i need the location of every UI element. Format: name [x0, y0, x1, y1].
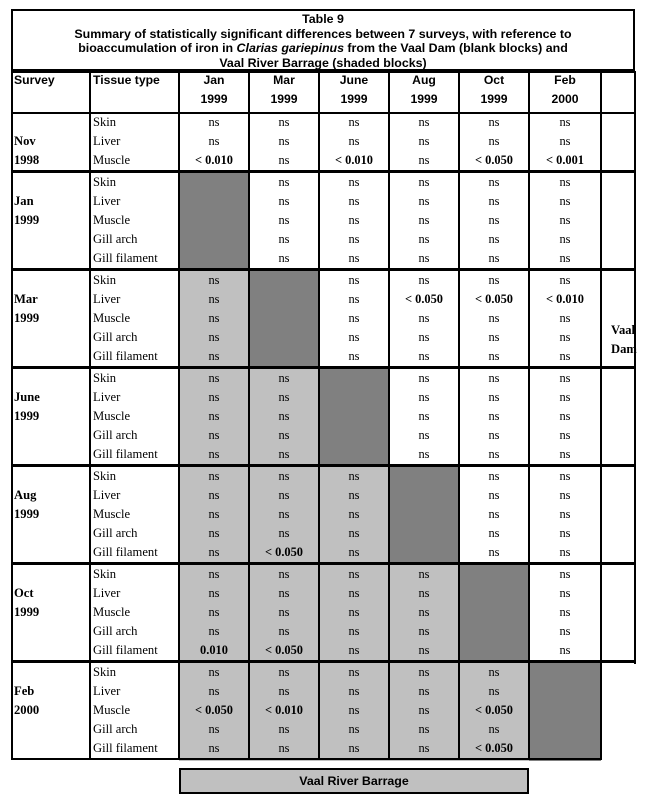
value-cell: < 0.050	[474, 703, 514, 717]
value-cell: ns	[278, 526, 290, 540]
value-cell: < 0.010	[264, 703, 304, 717]
value-cell	[459, 603, 529, 622]
tissue-label: Liver	[93, 684, 121, 698]
grid-line	[11, 366, 636, 369]
value-cell: ns	[348, 567, 360, 581]
value-cell	[529, 682, 601, 701]
value-cell: ns	[348, 624, 360, 638]
grid-line	[11, 758, 602, 760]
value-cell: ns	[488, 311, 500, 325]
value-cell: ns	[488, 526, 500, 540]
value-cell: ns	[559, 194, 571, 208]
grid-line	[528, 71, 530, 759]
value-cell: ns	[488, 273, 500, 287]
value-cell: ns	[418, 232, 430, 246]
value-cell: ns	[488, 390, 500, 404]
value-cell: ns	[348, 526, 360, 540]
value-cell: ns	[208, 741, 220, 755]
value-cell: ns	[278, 153, 290, 167]
value-cell: ns	[208, 488, 220, 502]
value-cell: < 0.050	[474, 292, 514, 306]
value-cell: ns	[418, 586, 430, 600]
value-cell: ns	[208, 586, 220, 600]
value-cell: ns	[348, 194, 360, 208]
tissue-label: Muscle	[93, 703, 131, 717]
grid-line	[388, 71, 390, 759]
value-cell: ns	[559, 526, 571, 540]
tissue-label: Skin	[93, 469, 117, 483]
value-cell: ns	[488, 447, 500, 461]
survey-label-6	[11, 682, 90, 720]
value-cell	[319, 426, 389, 445]
value-cell: ns	[208, 665, 220, 679]
value-cell: ns	[348, 643, 360, 657]
grid-line	[11, 112, 636, 114]
value-cell: ns	[278, 684, 290, 698]
vaal-dam-label	[611, 321, 637, 359]
value-cell: ns	[488, 330, 500, 344]
value-cell: ns	[488, 115, 500, 129]
value-cell: ns	[488, 507, 500, 521]
value-cell: ns	[208, 330, 220, 344]
grid-line	[11, 562, 636, 565]
grid-line	[11, 464, 636, 467]
value-cell	[459, 641, 529, 660]
value-cell: ns	[488, 722, 500, 736]
grid-line	[11, 71, 13, 759]
value-cell	[249, 290, 319, 309]
value-cell: < 0.050	[264, 545, 304, 559]
value-cell: ns	[208, 447, 220, 461]
tissue-label: Skin	[93, 665, 117, 679]
value-cell: ns	[348, 273, 360, 287]
value-cell: ns	[278, 722, 290, 736]
value-cell: ns	[418, 567, 430, 581]
tissue-label: Skin	[93, 115, 117, 129]
value-cell	[529, 663, 601, 682]
vaal-dam-label-line2: Dam	[611, 342, 637, 356]
grid-line	[11, 170, 636, 173]
value-cell: ns	[348, 330, 360, 344]
tissue-label: Gill filament	[93, 251, 158, 265]
value-cell: ns	[559, 447, 571, 461]
value-cell: < 0.050	[474, 153, 514, 167]
value-cell: ns	[559, 371, 571, 385]
value-cell: ns	[488, 409, 500, 423]
value-cell	[459, 584, 529, 603]
value-cell: ns	[559, 232, 571, 246]
value-cell: ns	[418, 665, 430, 679]
header-year-5: 2000	[551, 92, 579, 106]
value-cell: ns	[348, 232, 360, 246]
table-number: Table 9	[302, 12, 344, 26]
value-cell: ns	[488, 469, 500, 483]
value-cell: ns	[278, 232, 290, 246]
value-cell: ns	[418, 273, 430, 287]
value-cell: ns	[348, 703, 360, 717]
value-cell: ns	[559, 409, 571, 423]
vaal-dam-label-line1: Vaal	[611, 323, 636, 337]
value-cell: ns	[418, 703, 430, 717]
value-cell: ns	[278, 507, 290, 521]
grid-line	[600, 71, 602, 759]
header-month-5: Feb	[554, 73, 576, 87]
header-month-3: Aug	[412, 73, 436, 87]
tissue-label: Skin	[93, 175, 117, 189]
value-cell: ns	[488, 213, 500, 227]
tissue-label: Gill arch	[93, 330, 138, 344]
grid-line	[11, 660, 636, 663]
survey-year: 1999	[14, 213, 40, 227]
value-cell: < 0.050	[474, 741, 514, 755]
value-cell	[249, 328, 319, 347]
value-cell: ns	[559, 605, 571, 619]
value-cell: ns	[559, 349, 571, 363]
value-cell: ns	[488, 371, 500, 385]
value-cell: ns	[418, 390, 430, 404]
tissue-label: Gill filament	[93, 643, 158, 657]
header-year-1: 1999	[270, 92, 298, 106]
value-cell: ns	[418, 251, 430, 265]
value-cell	[179, 230, 249, 249]
value-cell: ns	[208, 507, 220, 521]
significance-table	[11, 71, 636, 768]
value-cell: ns	[278, 447, 290, 461]
value-cell	[179, 173, 249, 192]
value-cell: ns	[418, 311, 430, 325]
value-cell: ns	[559, 115, 571, 129]
value-cell: ns	[418, 722, 430, 736]
tissue-label: Muscle	[93, 605, 131, 619]
value-cell	[249, 309, 319, 328]
value-cell: ns	[278, 567, 290, 581]
value-cell: ns	[278, 428, 290, 442]
caption-line-2	[13, 41, 633, 56]
value-cell	[319, 369, 389, 388]
value-cell: ns	[208, 134, 220, 148]
tissue-label: Muscle	[93, 213, 131, 227]
value-cell: ns	[418, 134, 430, 148]
value-cell: ns	[278, 624, 290, 638]
value-cell: ns	[208, 684, 220, 698]
value-cell: ns	[418, 115, 430, 129]
survey-year: 1999	[14, 605, 40, 619]
value-cell: ns	[278, 488, 290, 502]
value-cell: ns	[208, 722, 220, 736]
value-cell: ns	[348, 213, 360, 227]
survey-label-3	[11, 388, 90, 426]
header-month-4: Oct	[483, 73, 505, 87]
value-cell: < 0.050	[264, 643, 304, 657]
value-cell: ns	[559, 567, 571, 581]
value-cell: < 0.001	[545, 153, 585, 167]
grid-line	[248, 71, 250, 759]
tissue-label: Muscle	[93, 507, 131, 521]
value-cell: ns	[348, 605, 360, 619]
value-cell	[389, 505, 459, 524]
value-cell: ns	[208, 526, 220, 540]
value-cell: ns	[488, 232, 500, 246]
value-cell	[389, 486, 459, 505]
value-cell: ns	[418, 213, 430, 227]
value-cell: ns	[559, 624, 571, 638]
value-cell	[459, 565, 529, 584]
value-cell: ns	[348, 586, 360, 600]
caption-line-2-pre: bioaccumulation of iron in	[78, 41, 237, 55]
header-year-0: 1999	[200, 92, 228, 106]
value-cell	[179, 249, 249, 268]
value-cell: ns	[208, 605, 220, 619]
value-cell: ns	[418, 605, 430, 619]
value-cell: ns	[208, 390, 220, 404]
tissue-label: Skin	[93, 273, 117, 287]
header-survey: Survey	[14, 73, 55, 87]
value-cell: ns	[208, 115, 220, 129]
survey-label-5	[11, 584, 90, 622]
tissue-label: Liver	[93, 292, 121, 306]
value-cell: ns	[488, 665, 500, 679]
value-cell: ns	[208, 311, 220, 325]
value-cell: ns	[208, 371, 220, 385]
value-cell: ns	[208, 469, 220, 483]
value-cell: ns	[278, 194, 290, 208]
value-cell: ns	[559, 134, 571, 148]
value-cell: ns	[559, 311, 571, 325]
value-cell: ns	[559, 251, 571, 265]
value-cell: ns	[348, 349, 360, 363]
value-cell	[389, 543, 459, 562]
value-cell: ns	[348, 292, 360, 306]
value-cell: ns	[208, 567, 220, 581]
value-cell	[179, 192, 249, 211]
value-cell	[389, 467, 459, 486]
value-cell	[319, 388, 389, 407]
value-cell: ns	[418, 428, 430, 442]
tissue-label: Skin	[93, 567, 117, 581]
value-cell: ns	[418, 409, 430, 423]
value-cell: ns	[348, 684, 360, 698]
tissue-label: Gill arch	[93, 232, 138, 246]
vaal-river-barrage-label: Vaal River Barrage	[179, 768, 529, 794]
value-cell: ns	[559, 507, 571, 521]
value-cell	[529, 739, 601, 758]
survey-label-0	[11, 132, 90, 170]
value-cell: ns	[278, 390, 290, 404]
value-cell: ns	[488, 428, 500, 442]
value-cell: ns	[488, 684, 500, 698]
tissue-label: Gill arch	[93, 624, 138, 638]
value-cell: ns	[278, 175, 290, 189]
tissue-label: Gill filament	[93, 741, 158, 755]
survey-year: 1999	[14, 409, 40, 423]
value-cell: ns	[348, 175, 360, 189]
value-cell: ns	[418, 684, 430, 698]
survey-year: 2000	[14, 703, 40, 717]
value-cell: < 0.010	[334, 153, 374, 167]
value-cell: ns	[418, 349, 430, 363]
value-cell: ns	[488, 134, 500, 148]
value-cell: ns	[559, 643, 571, 657]
value-cell: ns	[208, 624, 220, 638]
value-cell: ns	[348, 665, 360, 679]
value-cell: < 0.050	[404, 292, 444, 306]
tissue-label: Muscle	[93, 153, 131, 167]
value-cell: ns	[488, 194, 500, 208]
caption-line-3: Vaal River Barrage (shaded blocks)	[219, 55, 427, 70]
header-year-3: 1999	[410, 92, 438, 106]
value-cell: ns	[278, 665, 290, 679]
survey-month: Aug	[14, 488, 37, 502]
value-cell	[389, 524, 459, 543]
tissue-label: Gill filament	[93, 349, 158, 363]
value-cell: ns	[488, 349, 500, 363]
value-cell: ns	[348, 115, 360, 129]
value-cell	[179, 211, 249, 230]
value-cell: < 0.010	[194, 153, 234, 167]
value-cell: ns	[278, 469, 290, 483]
value-cell: ns	[418, 194, 430, 208]
header-month-2: June	[339, 73, 369, 87]
value-cell: ns	[418, 371, 430, 385]
value-cell: ns	[559, 488, 571, 502]
tissue-label: Skin	[93, 371, 117, 385]
value-cell: ns	[278, 371, 290, 385]
value-cell	[319, 407, 389, 426]
grid-line	[89, 71, 91, 759]
value-cell: < 0.050	[194, 703, 234, 717]
caption-line-2-post: from the Vaal Dam (blank blocks) and	[343, 41, 568, 55]
value-cell: ns	[278, 213, 290, 227]
survey-month: Oct	[14, 586, 34, 600]
caption-species: Clarias gariepinus	[236, 41, 344, 55]
value-cell: ns	[208, 292, 220, 306]
value-cell	[529, 720, 601, 739]
value-cell: ns	[418, 153, 430, 167]
tissue-label: Gill filament	[93, 447, 158, 461]
value-cell: ns	[348, 722, 360, 736]
value-cell: ns	[418, 175, 430, 189]
tissue-label: Muscle	[93, 409, 131, 423]
survey-month: Nov	[14, 134, 36, 148]
header-month-0: Jan	[203, 73, 225, 87]
value-cell: ns	[348, 251, 360, 265]
header-year-4: 1999	[480, 92, 508, 106]
value-cell: ns	[559, 428, 571, 442]
survey-year: 1998	[14, 153, 40, 167]
value-cell	[459, 622, 529, 641]
value-cell: ns	[278, 134, 290, 148]
value-cell	[249, 271, 319, 290]
value-cell: ns	[559, 175, 571, 189]
survey-label-2	[11, 290, 90, 328]
header-month-1: Mar	[273, 73, 295, 87]
value-cell: ns	[488, 251, 500, 265]
survey-month: June	[14, 390, 40, 404]
value-cell: ns	[559, 586, 571, 600]
tissue-label: Gill filament	[93, 545, 158, 559]
value-cell: ns	[348, 741, 360, 755]
value-cell	[319, 445, 389, 464]
value-cell: ns	[488, 175, 500, 189]
value-cell: ns	[559, 469, 571, 483]
tissue-label: Gill arch	[93, 722, 138, 736]
grid-line	[318, 71, 320, 759]
header-year-2: 1999	[340, 92, 368, 106]
value-cell: ns	[418, 624, 430, 638]
value-cell	[529, 701, 601, 720]
value-cell: ns	[418, 330, 430, 344]
value-cell: ns	[559, 213, 571, 227]
value-cell: ns	[348, 311, 360, 325]
tissue-label: Liver	[93, 134, 121, 148]
value-cell: ns	[208, 273, 220, 287]
value-cell: ns	[278, 409, 290, 423]
header-tissue-type: Tissue type	[93, 73, 160, 87]
table-caption	[11, 9, 635, 71]
value-cell: ns	[278, 251, 290, 265]
grid-line	[458, 71, 460, 759]
value-cell: ns	[278, 605, 290, 619]
value-cell	[249, 347, 319, 366]
survey-label-4	[11, 486, 90, 524]
value-cell: ns	[418, 741, 430, 755]
value-cell: ns	[208, 349, 220, 363]
value-cell: ns	[348, 507, 360, 521]
tissue-label: Liver	[93, 390, 121, 404]
tissue-label: Liver	[93, 488, 121, 502]
value-cell: ns	[488, 545, 500, 559]
value-cell: ns	[208, 428, 220, 442]
survey-month: Jan	[14, 194, 34, 208]
value-cell: ns	[348, 545, 360, 559]
value-cell: ns	[348, 469, 360, 483]
value-cell: ns	[418, 643, 430, 657]
value-cell: ns	[488, 488, 500, 502]
value-cell: ns	[559, 545, 571, 559]
survey-month: Feb	[14, 684, 35, 698]
tissue-label: Liver	[93, 194, 121, 208]
value-cell: ns	[348, 134, 360, 148]
grid-line	[178, 71, 180, 759]
value-cell: 0.010	[200, 643, 228, 657]
grid-line	[11, 71, 636, 73]
value-cell: ns	[348, 488, 360, 502]
value-cell: ns	[559, 273, 571, 287]
tissue-label: Muscle	[93, 311, 131, 325]
caption-line-1: Summary of statistically significant differences between 7 surveys, with reference to	[74, 26, 572, 41]
survey-year: 1999	[14, 507, 40, 521]
tissue-label: Gill arch	[93, 526, 138, 540]
value-cell: ns	[208, 409, 220, 423]
survey-year: 1999	[14, 311, 40, 325]
survey-label-1	[11, 192, 90, 230]
grid-line	[11, 268, 636, 271]
value-cell: < 0.010	[545, 292, 585, 306]
value-cell: ns	[278, 741, 290, 755]
value-cell: ns	[278, 586, 290, 600]
survey-month: Mar	[14, 292, 38, 306]
value-cell: ns	[208, 545, 220, 559]
value-cell: ns	[559, 330, 571, 344]
value-cell: ns	[278, 115, 290, 129]
value-cell: ns	[418, 447, 430, 461]
value-cell: ns	[559, 390, 571, 404]
tissue-label: Liver	[93, 586, 121, 600]
tissue-label: Gill arch	[93, 428, 138, 442]
